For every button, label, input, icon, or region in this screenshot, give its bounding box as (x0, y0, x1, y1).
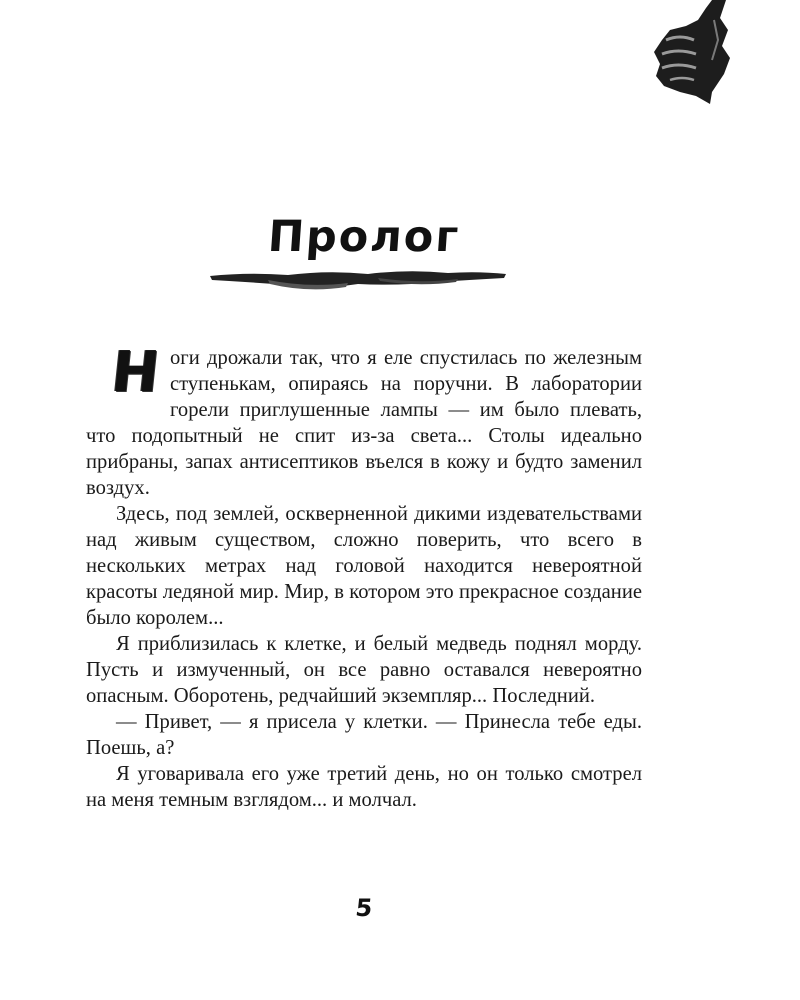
drop-cap: Н (108, 340, 163, 405)
first-paragraph (86, 340, 642, 501)
brush-stroke-divider (208, 266, 508, 296)
chapter-body (86, 340, 642, 813)
paragraph: — Привет, — я присела у клетки. — Принесла тебе еды. Поешь, а? (86, 711, 642, 759)
chapter-title: Пролог (266, 212, 462, 262)
first-paragraph-text: оги дрожали так, что я еле спустилась по железным ступенькам, опираясь на поручни. В лаборатории горели приглушенные лампы — им было плевать, что подопытный не спит из-за света... Столы идеально прибраны, запах антисептиков въелся в кожу и будто заменил воздух. (86, 347, 642, 499)
page-number: 5 (354, 894, 374, 922)
paw-claw-icon (640, 0, 740, 110)
paragraph: Здесь, под землей, оскверненной дикими издевательствами над живым существом, сложно поверить, что всего в нескольких метрах над головой находится невероятной красоты ледяной мир. Мир, в котором это прекрасное создание было королем... (86, 503, 642, 629)
paragraph: Я приблизилась к клетке, и белый медведь поднял морду. Пусть и измученный, он все равно оставался невероятно опасным. Оборотень, редчайший экземпляр... Последний. (86, 633, 642, 707)
paragraph: Я уговаривала его уже третий день, но он только смотрел на меня темным взглядом... и молчал. (86, 763, 642, 811)
